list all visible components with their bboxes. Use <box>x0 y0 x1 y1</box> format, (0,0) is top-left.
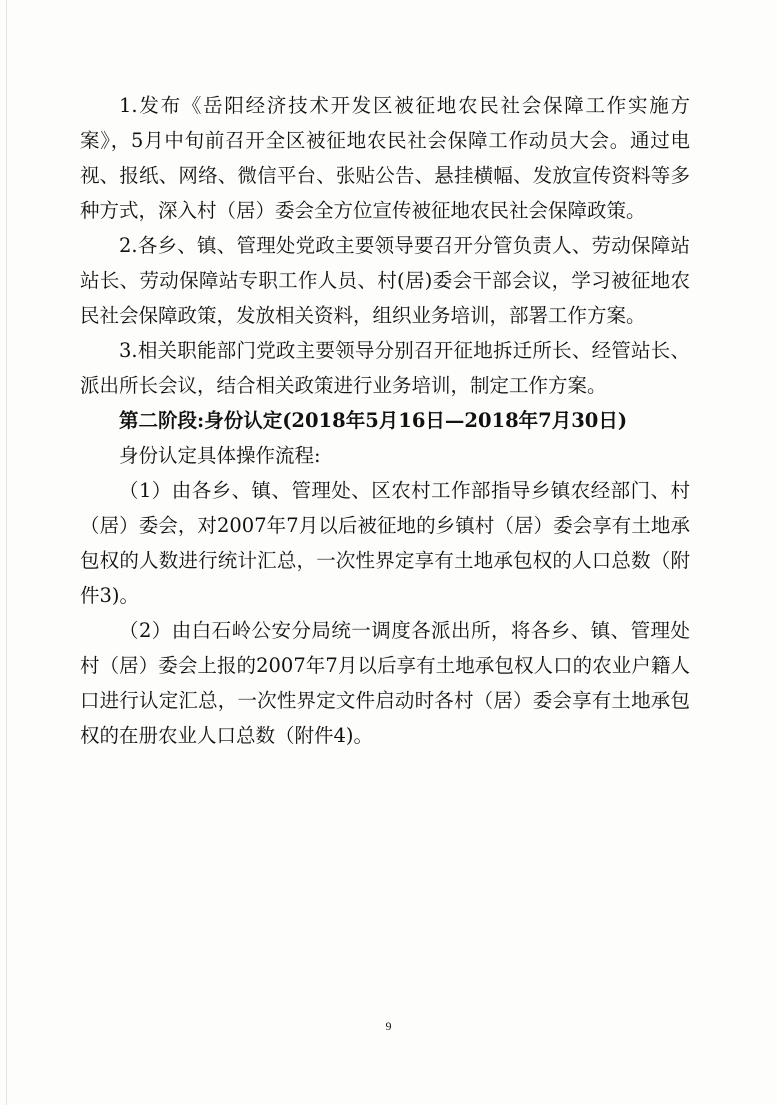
step-2: （2）由白石岭公安分局统一调度各派出所，将各乡、镇、管理处村（居）委会上报的2007年7月以后享有土地承包权人口的农业户籍人口进行认定汇总，一次性界定文件启动时各村（居）委会享有土地承包权的在册农业人口总数（附件4)。 <box>80 619 690 747</box>
paragraph-2: 2.各乡、镇、管理处党政主要领导要召开分管负责人、劳动保障站站长、劳动保障站专职工作人员、村(居)委会干部会议，学习被征地农民社会保障政策，发放相关资料，组织业务培训，部署工作方案。 <box>80 234 690 327</box>
stage-heading: 第二阶段:身份认定(2018年5月16日—2018年7月30日) <box>119 409 628 432</box>
body-text <box>80 88 690 753</box>
step-1: （1）由各乡、镇、管理处、区农村工作部指导乡镇农经部门、村（居）委会，对2007年7月以后被征地的乡镇村（居）委会享有土地承包权的人数进行统计汇总，一次性界定享有土地承包权的人口总数（附件3)。 <box>80 479 690 607</box>
paragraph-1: 1.发布《岳阳经济技术开发区被征地农民社会保障工作实施方案》，5月中旬前召开全区被征地农民社会保障工作动员大会。通过电视、报纸、网络、微信平台、张贴公告、悬挂横幅、发放宣传资料等多种方式，深入村（居）委会全方位宣传被征地农民社会保障政策。 <box>80 94 690 222</box>
intro-line: 身份认定具体操作流程: <box>119 444 321 467</box>
paragraph-3: 3.相关职能部门党政主要领导分别召开征地拆迁所长、经管站长、派出所长会议，结合相关政策进行业务培训，制定工作方案。 <box>80 339 690 397</box>
scan-edge-line <box>6 0 7 1105</box>
page-number: 9 <box>385 1019 392 1033</box>
